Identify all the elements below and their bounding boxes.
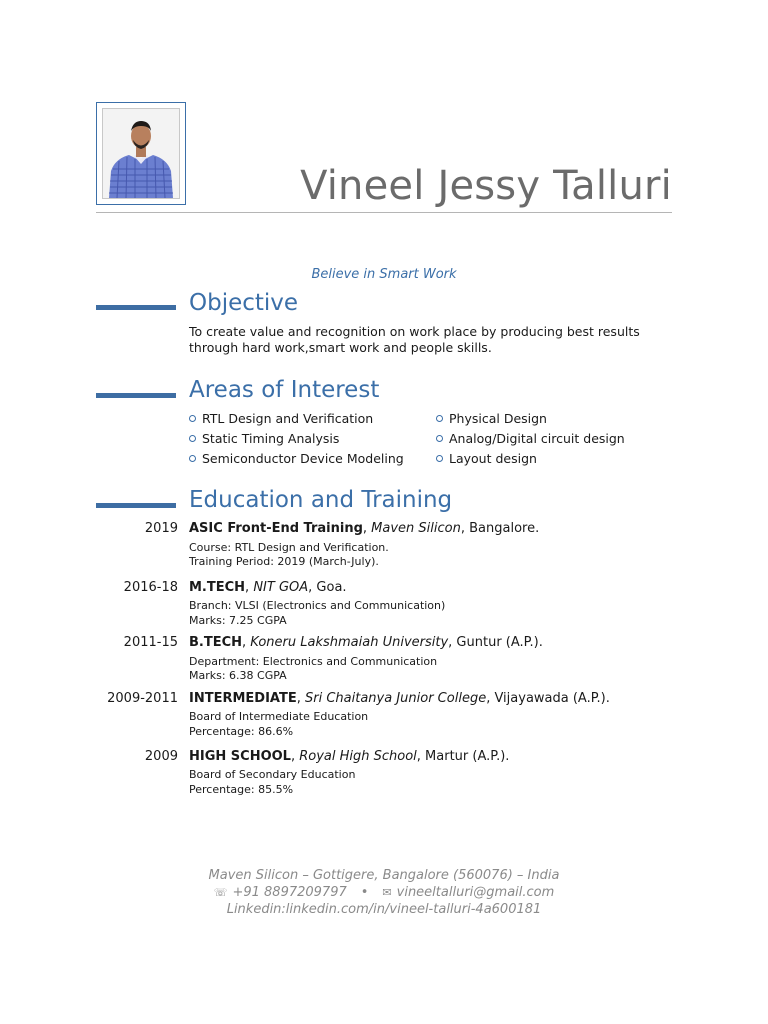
education-detail: Percentage: 85.5% — [189, 783, 294, 796]
footer-linkedin[interactable]: Linkedin:linkedin.com/in/vineel-talluri-4a600181 — [226, 902, 542, 917]
profile-photo-frame — [96, 102, 186, 205]
education-heading: B.TECH, Koneru Lakshmaiah University, Guntur (A.P.). — [189, 635, 543, 650]
education-heading: INTERMEDIATE, Sri Chaitanya Junior College, Vijayawada (A.P.). — [189, 691, 610, 706]
circle-bullet-icon — [189, 435, 196, 442]
circle-bullet-icon — [436, 455, 443, 462]
footer-address: Maven Silicon – Gottigere, Bangalore (560076) – India — [208, 868, 560, 883]
profile-photo-illustration — [103, 109, 179, 198]
interest-item: Physical Design — [436, 411, 547, 426]
circle-bullet-icon — [436, 415, 443, 422]
education-detail: Branch: VLSI (Electronics and Communication) — [189, 599, 446, 612]
footer-email[interactable]: vineeltalluri@gmail.com — [396, 885, 555, 900]
education-year: 2009-2011 — [107, 691, 178, 706]
header-divider — [96, 212, 672, 213]
education-detail: Course: RTL Design and Verification. — [189, 541, 389, 554]
education-year: 2016-18 — [123, 580, 178, 595]
education-detail: Department: Electronics and Communication — [189, 655, 438, 668]
education-detail: Percentage: 86.6% — [189, 725, 294, 738]
interest-item: RTL Design and Verification — [189, 411, 373, 426]
circle-bullet-icon — [189, 455, 196, 462]
education-detail: Board of Intermediate Education — [189, 710, 369, 723]
footer-separator: • — [360, 885, 369, 900]
education-detail: Training Period: 2019 (March-July). — [189, 555, 379, 568]
interests-section-bar — [96, 393, 176, 398]
education-year: 2019 — [144, 521, 178, 536]
envelope-icon: ✉ — [382, 886, 392, 899]
footer-phone[interactable]: +91 8897209797 — [232, 885, 347, 900]
education-heading: HIGH SCHOOL, Royal High School, Martur (A.P.). — [189, 749, 510, 764]
objective-title: Objective — [189, 290, 299, 316]
interest-item: Static Timing Analysis — [189, 431, 339, 446]
tagline-quote: Believe in Smart Work — [311, 267, 457, 282]
objective-section-bar — [96, 305, 176, 310]
education-heading: M.TECH, NIT GOA, Goa. — [189, 580, 347, 595]
education-section-bar — [96, 503, 176, 508]
education-detail: Marks: 6.38 CGPA — [189, 669, 287, 682]
interest-item: Semiconductor Device Modeling — [189, 451, 404, 466]
education-heading: ASIC Front-End Training, Maven Silicon, Bangalore. — [189, 521, 540, 536]
interest-item: Layout design — [436, 451, 537, 466]
circle-bullet-icon — [189, 415, 196, 422]
candidate-name: Vineel Jessy Talluri — [300, 163, 672, 209]
education-year: 2011-15 — [123, 635, 178, 650]
circle-bullet-icon — [436, 435, 443, 442]
education-year: 2009 — [144, 749, 178, 764]
objective-text: To create value and recognition on work place by producing best results through hard work,smart work and people skills. — [189, 324, 640, 355]
education-title: Education and Training — [189, 487, 453, 513]
footer-contact — [96, 885, 672, 900]
interests-title: Areas of Interest — [189, 377, 380, 403]
interest-item: Analog/Digital circuit design — [436, 431, 625, 446]
education-detail: Marks: 7.25 CGPA — [189, 614, 287, 627]
education-detail: Board of Secondary Education — [189, 768, 356, 781]
profile-photo — [102, 108, 180, 199]
mobile-phone-icon: ☏ — [213, 886, 228, 899]
